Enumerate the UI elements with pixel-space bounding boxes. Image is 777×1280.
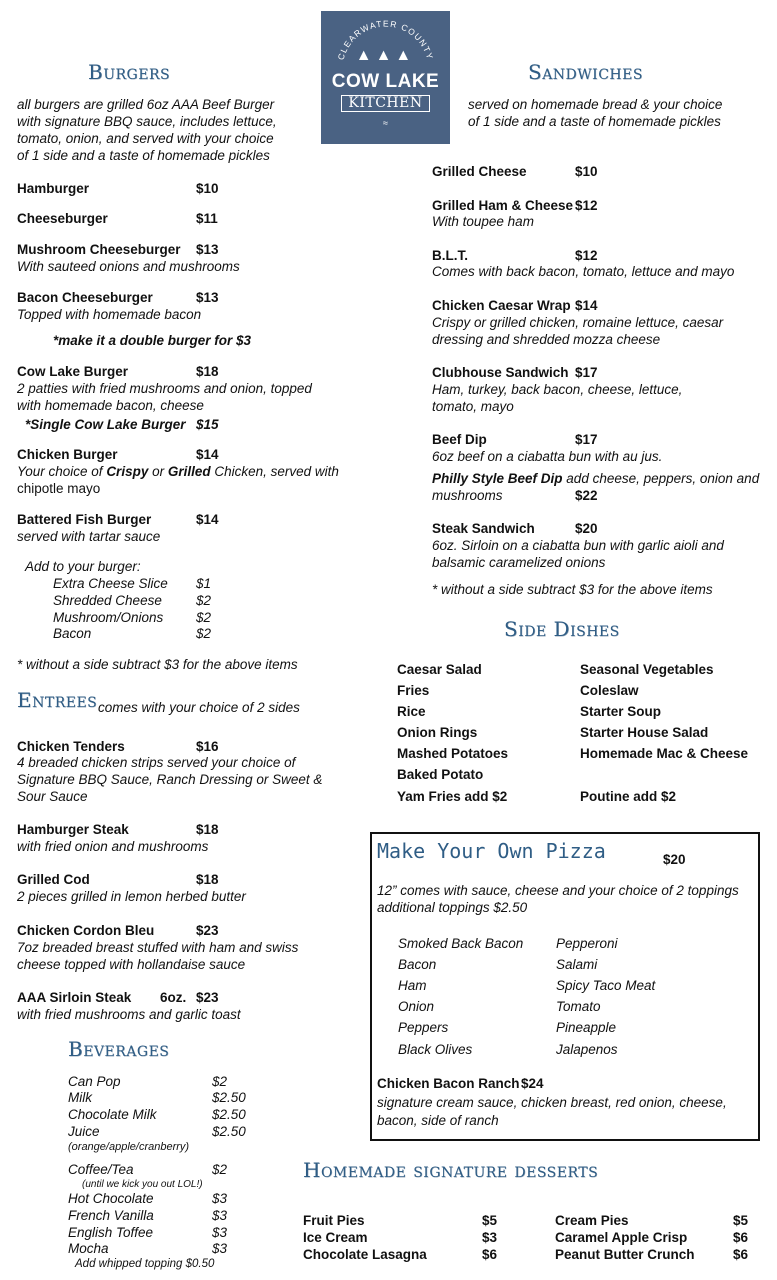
menu-item-price: $14 [196,447,219,462]
dessert-name: Fruit Pies [303,1213,365,1228]
pizza-topping: Pineapple [556,1020,617,1035]
side-item: Rice [397,704,426,719]
menu-item-price: $18 [196,364,219,379]
pizza-special-name: Chicken Bacon Ranch [377,1076,520,1091]
dessert-price: $6 [733,1247,749,1262]
pizza-topping: Smoked Back Bacon [398,936,524,951]
single-burger-name: *Single Cow Lake Burger [25,417,186,432]
pine-trees-icon: ▲▲▲ [355,47,416,64]
menu-item-name: B.L.T. [432,248,468,263]
beverage-name: English Toffee [68,1225,154,1240]
dessert-name: Caramel Apple Crisp [555,1230,688,1245]
beverage-price: $2.50 [212,1107,246,1122]
menu-item-desc: 6oz. Sirloin on a ciabatta bun with garlic aioli and [432,538,724,553]
addon-price: $2 [196,593,212,608]
menu-item-name: Beef Dip [432,432,487,447]
menu-item-price: $12 [575,248,598,263]
beverage-price: $3 [212,1208,228,1223]
menu-item-name: AAA Sirloin Steak [17,990,132,1005]
juice-note: (orange/apple/cranberry) [68,1141,190,1153]
pizza-desc-1: 12” comes with sauce, cheese and your choice of 2 toppings [377,883,739,898]
side-item: Poutine add $2 [580,789,677,804]
beverage-name: Can Pop [68,1074,121,1089]
pizza-topping: Onion [398,999,435,1014]
beverage-name: Mocha [68,1241,109,1256]
beverage-price: $2 [212,1074,228,1089]
menu-item-desc: with homemade bacon, cheese [17,398,204,413]
pizza-topping: Ham [398,978,427,993]
dessert-price: $5 [733,1213,749,1228]
sandwiches-intro-2: of 1 side and a taste of homemade pickles [468,114,721,129]
menu-item-price: $16 [196,739,219,754]
side-item: Seasonal Vegetables [580,662,714,677]
entrees-subtitle: comes with your choice of 2 sides [98,700,300,715]
side-item: Starter Soup [580,704,662,719]
coffee-note: (until we kick you out LOL!) [82,1179,203,1190]
side-item: Coleslaw [580,683,639,698]
menu-item-name: Mushroom Cheeseburger [17,242,181,257]
pizza-special-price: $24 [521,1076,544,1091]
menu-item-name: Chicken Caesar Wrap [432,298,571,313]
addon-name: Shredded Cheese [53,593,162,608]
addon-name: Bacon [53,626,92,641]
side-item: Fries [397,683,430,698]
entrees-title: Entrees [17,688,98,712]
menu-item-name: Chicken Cordon Bleu [17,923,155,938]
menu-item-name: Hamburger Steak [17,822,129,837]
burgers-title: Burgers [88,60,171,84]
menu-item-desc: balsamic caramelized onions [432,555,606,570]
addon-price: $2 [196,626,212,641]
sandwiches-title: Sandwiches [528,60,643,84]
beverage-price: $3 [212,1225,228,1240]
dessert-price: $6 [733,1230,749,1245]
logo-name: COW LAKE [331,71,440,92]
beverage-price: $2 [212,1162,228,1177]
menu-item-price: $10 [575,164,598,179]
philly-desc: Philly Style Beef Dip add cheese, peppers, onion and [432,471,760,486]
sides-title: Side Dishes [504,617,620,641]
menu-item-price: $20 [575,521,598,536]
menu-item-price: $13 [196,290,219,305]
menu-item-desc: Sour Sauce [17,789,88,804]
beverage-price: $2.50 [212,1124,246,1139]
burgers-intro-3: tomato, onion, and served with your choice [17,131,274,146]
pizza-topping: Bacon [398,957,437,972]
pizza-special-desc-2: bacon, side of ranch [377,1113,499,1128]
menu-item-desc: dressing and shredded mozza cheese [432,332,661,347]
pizza-price: $20 [663,852,686,867]
pizza-topping: Pepperoni [556,936,618,951]
menu-item-price: $18 [196,822,219,837]
menu-item-name: Battered Fish Burger [17,512,152,527]
dessert-name: Peanut Butter Crunch [555,1247,695,1262]
burgers-intro-2: with signature BBQ sauce, includes lettuce, [17,114,277,129]
philly-desc-2: mushrooms [432,488,503,503]
beverages-title: Beverages [68,1037,170,1061]
side-item: Yam Fries add $2 [397,789,508,804]
dessert-price: $6 [482,1247,498,1262]
menu-item-name: Bacon Cheeseburger [17,290,153,305]
burgers-intro-4: of 1 side and a taste of homemade pickles [17,148,270,163]
pizza-topping: Peppers [398,1020,449,1035]
menu-item-name: Steak Sandwich [432,521,535,536]
menu-item-price: $23 [196,923,219,938]
chicken-burger-desc-2: chipotle mayo [17,481,101,496]
menu-item-desc: With sauteed onions and mushrooms [17,259,240,274]
menu-item-desc: 2 pieces grilled in lemon herbed butter [17,889,246,904]
side-item: Mashed Potatoes [397,746,509,761]
menu-item-price: $10 [196,181,219,196]
menu-item-desc: served with tartar sauce [17,529,161,544]
whipped-note: Add whipped topping $0.50 [75,1258,215,1270]
pizza-topping: Jalapenos [556,1042,618,1057]
side-item: Homemade Mac & Cheese [580,746,749,761]
pizza-topping: Spicy Taco Meat [556,978,656,993]
dessert-price: $3 [482,1230,498,1245]
menu-item-desc: 2 patties with fried mushrooms and onion, topped [17,381,312,396]
menu-item-desc: Comes with back bacon, tomato, lettuce and mayo [432,264,735,279]
menu-item-desc: Ham, turkey, back bacon, cheese, lettuce, [432,382,683,397]
logo-kitchen: KITCHEN [341,95,430,112]
dessert-name: Ice Cream [303,1230,368,1245]
water-waves-icon: ≈ [383,118,388,128]
desserts-title: Homemade signature desserts [303,1158,599,1182]
menu-item-name: Chicken Tenders [17,739,125,754]
double-burger-note: *make it a double burger for $3 [53,333,252,348]
addon-price: $2 [196,610,212,625]
menu-item-size: 6oz. [160,990,187,1005]
menu-item-desc: Topped with homemade bacon [17,307,202,322]
pizza-topping: Black Olives [398,1042,473,1057]
side-item: Onion Rings [397,725,478,740]
menu-item-desc: 6oz beef on a ciabatta bun with au jus. [432,449,663,464]
menu-item-price: $17 [575,432,598,447]
sandwiches-footnote: * without a side subtract $3 for the above items [432,582,713,597]
menu-item-price: $17 [575,365,598,380]
sandwiches-intro-1: served on homemade bread & your choice [468,97,723,112]
beverage-name: Chocolate Milk [68,1107,157,1122]
menu-item-name: Chicken Burger [17,447,118,462]
dessert-price: $5 [482,1213,498,1228]
beverage-name: Coffee/Tea [68,1162,134,1177]
menu-item-price: $23 [196,990,219,1005]
side-item: Baked Potato [397,767,484,782]
pizza-title: Make Your Own Pizza [377,839,606,863]
side-item: Starter House Salad [580,725,709,740]
menu-item-desc: 4 breaded chicken strips served your choice of [17,755,296,770]
addon-name: Mushroom/Onions [53,610,164,625]
burgers-footnote: * without a side subtract $3 for the above items [17,657,298,672]
pizza-topping: Tomato [556,999,601,1014]
beverage-price: $3 [212,1191,228,1206]
menu-item-name: Grilled Cod [17,872,90,887]
pizza-desc-2: additional toppings $2.50 [377,900,528,915]
menu-item-name: Hamburger [17,181,90,196]
menu-item-desc: cheese topped with hollandaise sauce [17,957,246,972]
menu-item-desc: with fried onion and mushrooms [17,839,209,854]
philly-price: $22 [575,488,598,503]
menu-item-name: Grilled Cheese [432,164,527,179]
menu-item-price: $13 [196,242,219,257]
menu-item-desc: tomato, mayo [432,399,514,414]
menu-item-desc: With toupee ham [432,214,534,229]
beverage-name: Milk [68,1090,92,1105]
beverage-price: $2.50 [212,1090,246,1105]
addons-title: Add to your burger: [25,559,141,574]
addon-name: Extra Cheese Slice [53,576,168,591]
pizza-special-desc-1: signature cream sauce, chicken breast, red onion, cheese, [377,1095,727,1110]
addon-price: $1 [196,576,212,591]
pizza-topping: Salami [556,957,598,972]
side-item: Caesar Salad [397,662,482,677]
menu-item-desc: with fried mushrooms and garlic toast [17,1007,241,1022]
menu-item-desc: Crispy or grilled chicken, romaine lettuce, caesar [432,315,724,330]
dessert-name: Cream Pies [555,1213,629,1228]
dessert-name: Chocolate Lasagna [303,1247,427,1262]
burgers-intro-1: all burgers are grilled 6oz AAA Beef Burger [17,97,275,112]
beverage-name: Juice [68,1124,100,1139]
menu-item-desc: 7oz breaded breast stuffed with ham and swiss [17,940,299,955]
beverage-price: $3 [212,1241,228,1256]
menu-item-name: Cow Lake Burger [17,364,129,379]
svg-text:CLEARWATER COUNTY: CLEARWATER COUNTY [335,18,436,62]
menu-item-price: $14 [196,512,219,527]
menu-item-price: $18 [196,872,219,887]
menu-item-price: $11 [196,211,218,226]
menu-item-name: Cheeseburger [17,211,108,226]
single-burger-price: $15 [196,417,219,432]
restaurant-logo [321,11,450,144]
chicken-burger-desc: Your choice of Crispy or Grilled Chicken, served with [17,464,339,479]
menu-item-desc: Signature BBQ Sauce, Ranch Dressing or Sweet & [17,772,323,787]
menu-item-name: Clubhouse Sandwich [432,365,569,380]
menu-item-name: Grilled Ham & Cheese [432,198,574,213]
beverage-name: Hot Chocolate [68,1191,154,1206]
menu-item-price: $14 [575,298,598,313]
beverage-name: French Vanilla [68,1208,154,1223]
menu-item-price: $12 [575,198,598,213]
